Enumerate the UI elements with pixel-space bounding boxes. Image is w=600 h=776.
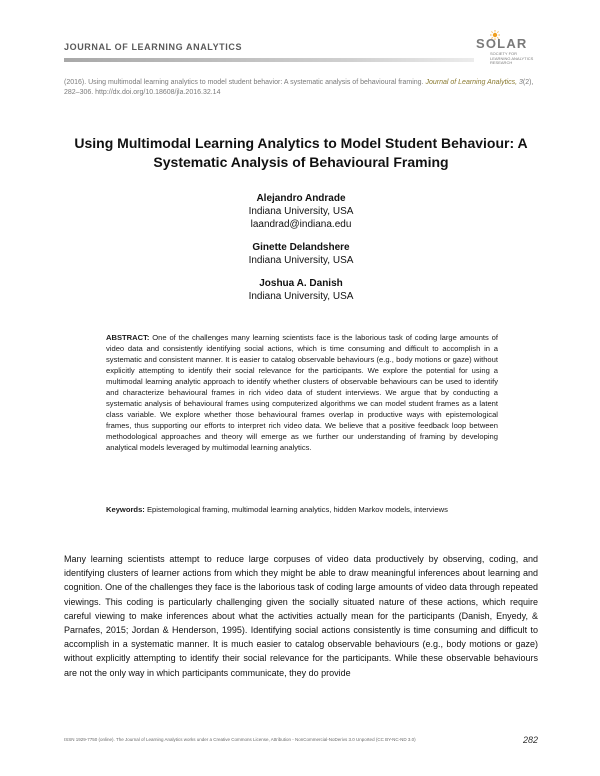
license-text: ISSN 1929-7750 (online). The Journal of Learning Analytics works under a Creative Commons License, Attribution - NonCommercial-NoDerivs 3.0 Unported (CC BY-NC-ND 3.0) (64, 737, 416, 742)
keywords (106, 504, 498, 515)
author-affiliation: Indiana University, USA (248, 291, 354, 302)
page-footer (64, 735, 538, 747)
author-list (64, 192, 538, 313)
author-block (64, 277, 538, 303)
abstract-text: One of the challenges many learning scientists face is the laborious task of coding large amounts of video data and consistently identifying social actions, which is time consuming and difficult to accomplish in a systematic and consistent manner. It is easier to catalog observable behaviours (e.g., body motions or gaze) without explicitly attempting to identify their social relevance for the participants. We explore the potential for using a multimodal learning analytic approach to identify whether clusters of observable behaviours can be used to identify and characterize behavioural frames in rich video data of student interviews. We argue that by conducting a systematic analysis of behavioural frames using computerized algorithms we can model student frames as a latent class variable. We explore whether those behavioural frames overlap in productive ways with epistemological frames, thus supporting our efforts to interpret rich video data. We believe that a positive feedback loop between methodological approaches and theory will emerge as we further our understanding of framing by developing analytical models leveraged by multimodal learning analytics. (106, 333, 498, 452)
author-email[interactable]: laandrad@indiana.edu (250, 219, 352, 230)
citation-text: (2016). Using multimodal learning analytics to model student behavior: A systematic analysis of behavioural framing. (64, 79, 426, 86)
citation-journal-link[interactable]: Journal of Learning Analytics (425, 79, 516, 86)
paper-title: Using Multimodal Learning Analytics to Model Student Behaviour: A Systematic Analysis of Behavioural Framing (74, 135, 528, 170)
solar-logo (470, 36, 538, 68)
journal-header (64, 40, 534, 62)
citation-pages-doi: (2), 282–306. http://dx.doi.org/10.18608/jla.2016.32.14 (64, 79, 534, 96)
author-affiliation: Indiana University, USA (248, 255, 354, 266)
author-name: Joshua A. Danish (259, 278, 343, 289)
author-block (64, 192, 538, 231)
author-block (64, 241, 538, 267)
author-name: Ginette Delandshere (252, 242, 350, 253)
abstract-label: ABSTRACT: (106, 333, 150, 342)
page-number: 282 (522, 735, 538, 745)
journal-title: JOURNAL OF LEARNING ANALYTICS (64, 42, 243, 52)
logo-word: SOLAR (476, 36, 528, 51)
author-affiliation: Indiana University, USA (248, 206, 354, 217)
keywords-label: Keywords: (106, 505, 145, 514)
citation: (2016). Using multimodal learning analytics to model student behavior: A systematic analysis of behavioural framing. Journal of Learning Analytics, 3(2), 282–306. http://dx.doi.org/10.18608/jla.2016.32.14 (64, 79, 534, 96)
logo-subtitle: SOCIETY FOR LEARNING ANALYTICS RESEARCH (490, 51, 534, 65)
abstract (106, 332, 498, 453)
citation-volume: 3 (519, 79, 523, 86)
body-paragraph: Many learning scientists attempt to reduce large corpuses of video data productively by observing, coding, and identifying clusters of learner actions from which they might be able to draw meaningful inferences about learning and cognition. One of the challenges they face is the laborious task of coding large amounts of video data through repeated viewings. This coding is particularly challenging given the socially situated nature of these actions, which require careful viewing to make inferences about what the activities actually mean for the participants (Danish, Enyedy, & Parnafes, 2015; Jordan & Henderson, 1995). Identifying social actions consistently is time consuming and difficult to accomplish in a systematic manner. It is much easier to catalog observable behaviours (e.g., body motions or gaze) without explicitly attempting to identify their social relevance for the participants. While these observable behaviours are not the only way in which participants communicate, they do provide (64, 554, 538, 678)
keywords-text: Epistemological framing, multimodal learning analytics, hidden Markov models, interviews (144, 505, 448, 514)
header-rule (64, 58, 474, 62)
author-name: Alejandro Andrade (256, 193, 346, 204)
